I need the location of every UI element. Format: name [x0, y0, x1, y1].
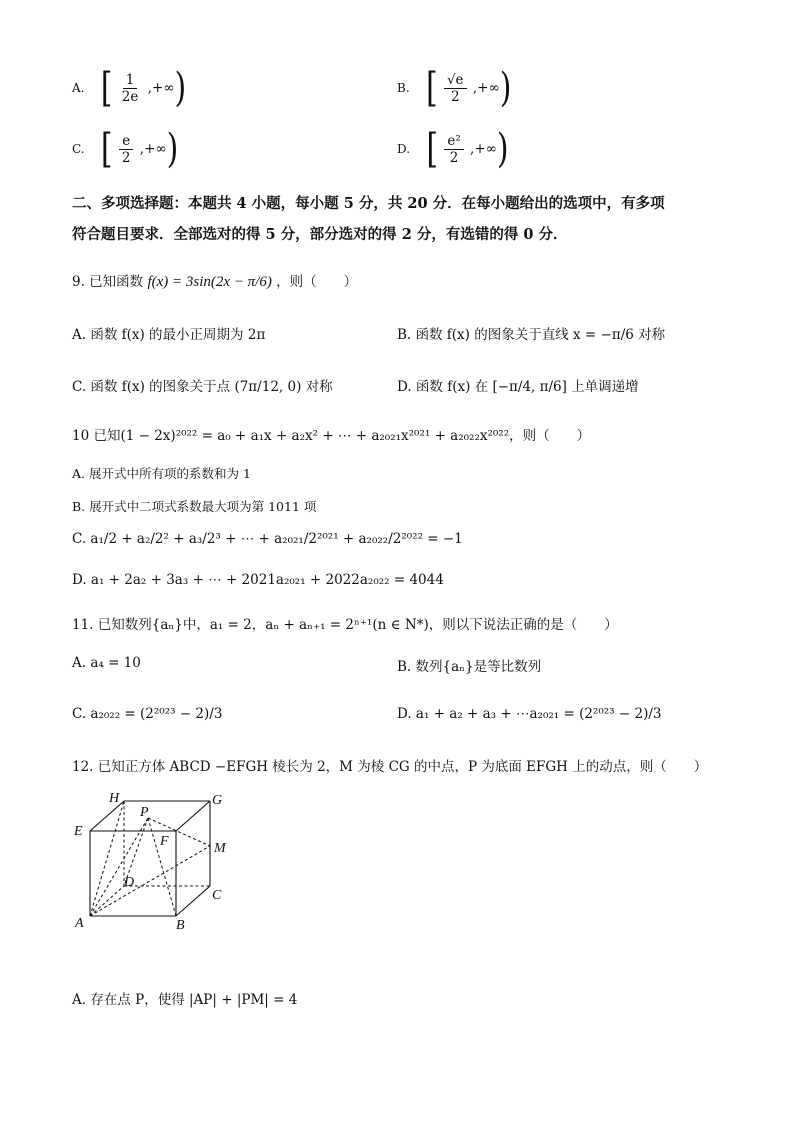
q8-option-b: B. [ $\frac{√e}{2}$ ,+∞): [397, 64, 512, 112]
edge-BC: [176, 886, 210, 916]
label-B: B: [176, 918, 185, 933]
label-A: A: [75, 916, 84, 931]
q10-option-b: B. 展开式中二项式系数最大项为第 1011 项: [72, 499, 317, 514]
label-C: C: [212, 888, 222, 903]
label-M: M: [214, 841, 226, 856]
fraction: $\frac{1}{2e}$: [121, 72, 139, 105]
q11-stem: 11. 已知数列{aₙ}中，a₁ = 2，aₙ + aₙ₊₁ = 2ⁿ⁺¹(n ∈ N*)，则以下说法正确的是（ ）: [72, 617, 618, 633]
q10-stem: 10 已知(1 − 2x)²⁰²² = a₀ + a₁x + a₂x² + ⋯ + a₂₀₂₁x²⁰²¹ + a₂₀₂₂x²⁰²²，则（ ）: [72, 428, 591, 444]
section-heading-line2: 符合题目要求．全部选对的得 5 分，部分选对的得 2 分，有选错的得 0 分．: [72, 226, 568, 243]
q10-option-d: D. a₁ + 2a₂ + 3a₃ + ⋯ + 2021a₂₀₂₁ + 2022a₂₀₂₂ = 4044: [72, 572, 444, 588]
q11-option-d: D. a₁ + a₂ + a₃ + ⋯a₂₀₂₁ = (2²⁰²³ − 2)/3: [397, 706, 662, 722]
segment-PM: [148, 818, 210, 846]
segment-AP: [90, 818, 148, 916]
fraction: $\frac{√e}{2}$: [444, 72, 467, 105]
q8-option-a: A. [ $\frac{1}{2e}$ ,+∞): [72, 64, 187, 112]
q9-option-b: B. 函数 f(x) 的图象关于直线 x = −π/6 对称: [397, 327, 666, 343]
q10-option-c: C. a₁/2 + a₂/2² + a₃/2³ + ⋯ + a₂₀₂₁/2²⁰²¹ + a₂₀₂₂/2²⁰²² = −1: [72, 531, 463, 547]
q9-option-d: D. 函数 f(x) 在 [−π/4, π/6] 上单调递增: [397, 379, 639, 395]
section-heading-line1: 二、多项选择题：本题共 4 小题，每小题 5 分，共 20 分．在每小题给出的选项中，有多项: [72, 195, 665, 212]
label-P: P: [140, 805, 149, 820]
q11-option-c: C. a₂₀₂₂ = (2²⁰²³ − 2)/3: [72, 706, 223, 722]
q12-option-a: A. 存在点 P，使得 |AP| + |PM| = 4: [72, 992, 298, 1008]
q9-option-c: C. 函数 f(x) 的图象关于点 (7π/12, 0) 对称: [72, 379, 333, 395]
label-G: G: [212, 793, 223, 808]
label-F: F: [160, 834, 169, 849]
cube-diagram: [68, 788, 238, 938]
fraction: $\frac{\text{e²}}{2}$: [444, 133, 463, 166]
q9-formula: f(x) = 3sin(2x − π/6): [147, 274, 272, 290]
q11-option-b: B. 数列{aₙ}是等比数列: [397, 659, 542, 675]
q8-option-d: D. [ $\frac{\text{e²}}{2}$ ,+∞): [397, 125, 509, 173]
q9-option-a: A. 函数 f(x) 的最小正周期为 2π: [72, 327, 266, 343]
label-H: H: [109, 791, 120, 806]
q8-option-c: C. [ $\frac{e}{2}$ ,+∞): [72, 125, 179, 173]
fraction: $\frac{e}{2}$: [119, 133, 134, 166]
label-D: D: [124, 875, 135, 890]
q12-stem: 12. 已知正方体 ABCD −EFGH 棱长为 2，M 为棱 CG 的中点，P 为底面 EFGH 上的动点，则（ ）: [72, 759, 708, 775]
edge-AD: [90, 886, 124, 916]
q11-option-a: A. a₄ = 10: [72, 655, 141, 671]
q10-option-a: A. 展开式中所有项的系数和为 1: [72, 466, 251, 481]
segment-PB: [148, 818, 176, 916]
edge-FG: [176, 801, 210, 831]
q9-stem: 9. 已知函数 f(x) = 3sin(2x − π/6) ，则（ ）: [72, 274, 358, 290]
label-E: E: [74, 824, 83, 839]
